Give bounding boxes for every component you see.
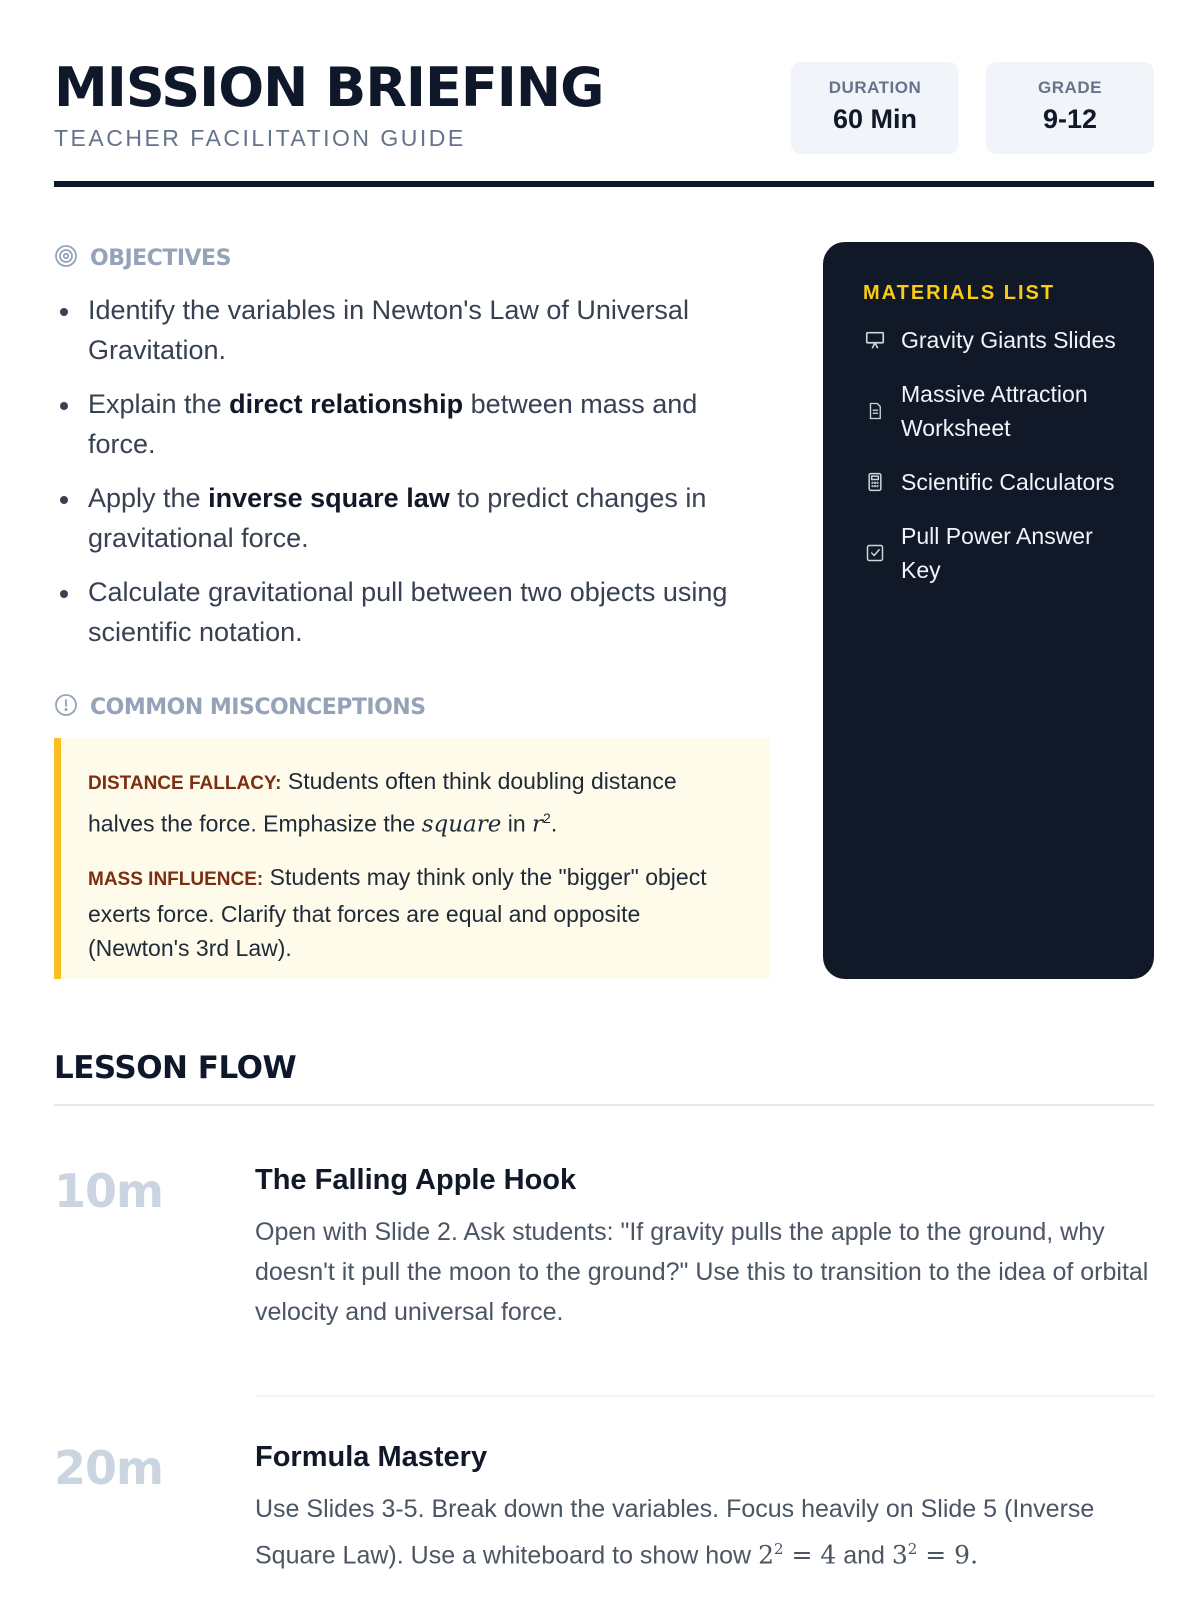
grade-badge — [986, 62, 1154, 154]
page-title: MISSION BRIEFING — [54, 56, 604, 119]
lesson-flow-title: LESSON FLOW — [54, 1050, 297, 1086]
step-description: Use Slides 3-5. Break down the variables. Focus heavily on Slide 5 (Inverse Square Law). Use a whiteboard to show how $2^2 = 4$ and $3^2 = 9$. — [255, 1495, 1095, 1570]
step-title: Formula Mastery — [255, 1441, 488, 1473]
material-item — [863, 465, 1118, 499]
page-subtitle: TEACHER FACILITATION GUIDE — [54, 125, 466, 151]
step-title: The Falling Apple Hook — [255, 1164, 577, 1196]
step-time: 10m — [54, 1164, 163, 1218]
misconceptions-heading — [54, 693, 426, 722]
document-icon — [863, 399, 887, 423]
objective-item: Explain the direct relationship between mass and force. — [54, 384, 754, 464]
misconception-tag: MASS INFLUENCE: — [88, 868, 264, 890]
alert-circle-icon — [54, 693, 78, 722]
step-description: Open with Slide 2. Ask students: "If gravity pulls the apple to the ground, why doesn't it pull the moon to the ground?" Use this to transition to the idea of orbital velocity and universal force. — [255, 1218, 1149, 1326]
duration-label: DURATION — [828, 78, 922, 97]
material-label: Massive Attraction Worksheet — [901, 381, 1088, 441]
misconception-mass: MASS INFLUENCE: Students may think only the "bigger" object exerts force. Clarify that forces are equal and opposite (Newton's 3rd Law). — [88, 863, 707, 961]
duration-value: 60 Min — [832, 104, 918, 134]
header-divider — [54, 181, 1154, 187]
grade-value: 9-12 — [1042, 104, 1098, 134]
checkbox-icon — [863, 541, 887, 565]
material-item — [863, 519, 1118, 587]
misconception-tag: DISTANCE FALLACY: — [88, 773, 282, 794]
calculator-icon — [863, 470, 887, 494]
material-label: Gravity Giants Slides — [901, 327, 1116, 353]
objectives-list — [54, 290, 754, 666]
objective-item: Calculate gravitational pull between two objects using scientific notation. — [54, 572, 754, 652]
step-body — [255, 1437, 1154, 1575]
objective-item: Apply the inverse square law to predict changes in gravitational force. — [54, 478, 754, 558]
material-label: Pull Power Answer Key — [901, 523, 1093, 583]
target-icon — [54, 244, 78, 273]
materials-card — [823, 242, 1154, 979]
misconceptions-callout — [54, 738, 770, 979]
objectives-heading — [54, 244, 231, 273]
objective-item: Identify the variables in Newton's Law of Universal Gravitation. — [54, 290, 754, 370]
grade-label: GRADE — [1038, 78, 1102, 97]
material-label: Scientific Calculators — [901, 469, 1115, 495]
step-divider — [255, 1395, 1154, 1397]
duration-badge — [791, 62, 959, 154]
step-body — [255, 1160, 1154, 1332]
facilitation-guide — [54, 0, 1154, 1600]
materials-title: MATERIALS LIST — [863, 282, 1056, 304]
misconception-distance: DISTANCE FALLACY: Students often think doubling distance halves the force. Emphasize the square in $r^2$. — [88, 768, 677, 838]
material-item — [863, 377, 1118, 445]
objectives-heading-label: OBJECTIVES — [90, 246, 231, 271]
misconceptions-heading-label: COMMON MISCONCEPTIONS — [90, 695, 426, 720]
presentation-icon — [863, 328, 887, 352]
lesson-flow-divider — [54, 1104, 1154, 1106]
material-item — [863, 323, 1118, 357]
step-time: 20m — [54, 1441, 163, 1495]
